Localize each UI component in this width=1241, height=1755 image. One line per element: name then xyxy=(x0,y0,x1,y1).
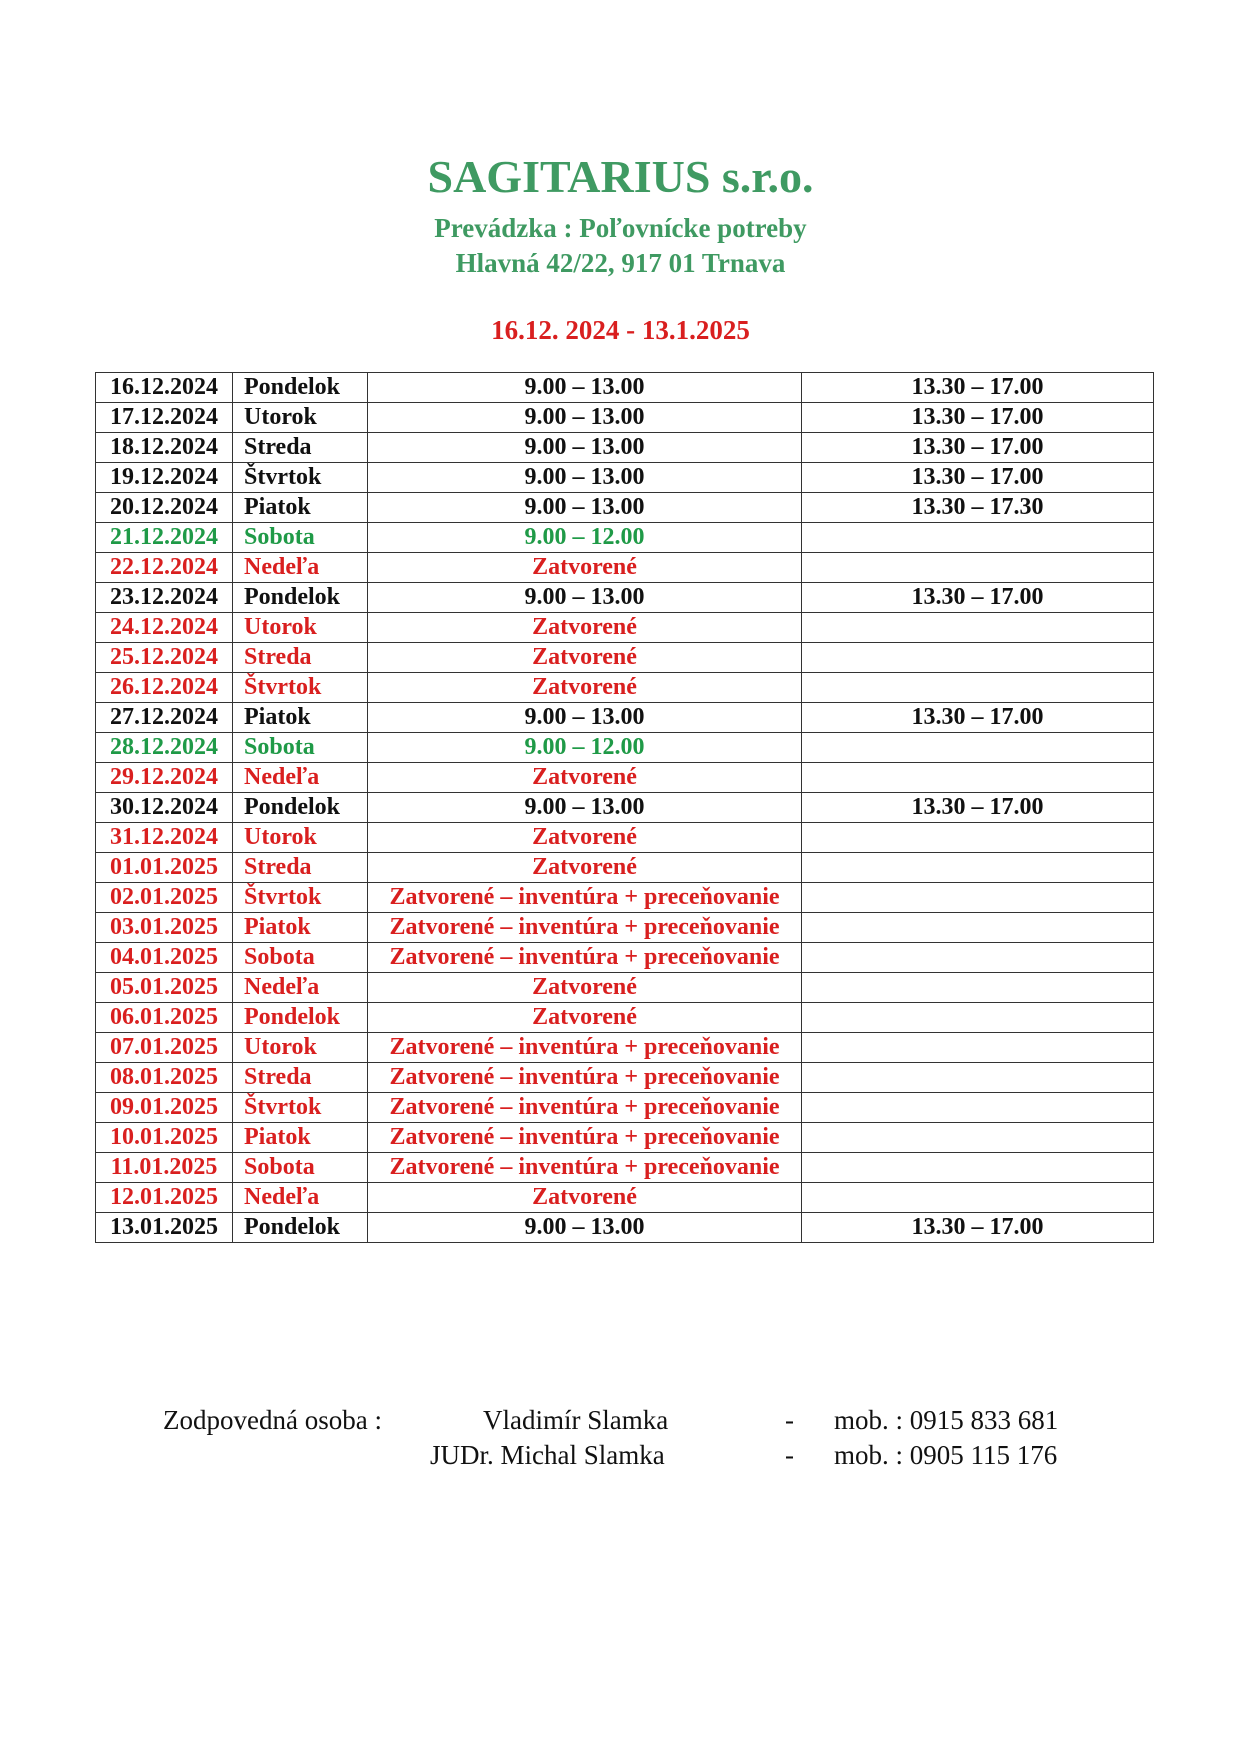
date-cell: 04.01.2025 xyxy=(96,943,233,973)
morning-hours-cell: 9.00 – 12.00 xyxy=(368,523,802,553)
table-row xyxy=(96,613,1154,643)
morning-hours-cell: Zatvorené xyxy=(368,823,802,853)
morning-hours-cell: 9.00 – 13.00 xyxy=(368,373,802,403)
day-cell: Štvrtok xyxy=(233,463,368,493)
afternoon-hours-cell: 13.30 – 17.00 xyxy=(802,403,1154,433)
morning-hours-cell: 9.00 – 13.00 xyxy=(368,1213,802,1243)
morning-hours-cell: Zatvorené – inventúra + preceňovanie xyxy=(368,1063,802,1093)
table-row xyxy=(96,733,1154,763)
day-cell: Nedeľa xyxy=(233,1183,368,1213)
date-cell: 20.12.2024 xyxy=(96,493,233,523)
table-row xyxy=(96,1183,1154,1213)
day-cell: Utorok xyxy=(233,403,368,433)
table-row xyxy=(96,523,1154,553)
table-row xyxy=(96,673,1154,703)
table-row xyxy=(96,883,1154,913)
day-cell: Nedeľa xyxy=(233,763,368,793)
contact-dash: - xyxy=(785,1405,794,1435)
table-row xyxy=(96,913,1154,943)
table-row xyxy=(96,433,1154,463)
date-cell: 25.12.2024 xyxy=(96,643,233,673)
date-cell: 17.12.2024 xyxy=(96,403,233,433)
morning-hours-cell: Zatvorené – inventúra + preceňovanie xyxy=(368,1123,802,1153)
day-cell: Piatok xyxy=(233,493,368,523)
afternoon-hours-cell xyxy=(802,1063,1154,1093)
day-cell: Utorok xyxy=(233,823,368,853)
day-cell: Streda xyxy=(233,643,368,673)
day-cell: Sobota xyxy=(233,523,368,553)
afternoon-hours-cell xyxy=(802,1183,1154,1213)
table-row xyxy=(96,493,1154,523)
morning-hours-cell: Zatvorené xyxy=(368,613,802,643)
table-row xyxy=(96,703,1154,733)
day-cell: Streda xyxy=(233,1063,368,1093)
table-row xyxy=(96,1123,1154,1153)
afternoon-hours-cell xyxy=(802,883,1154,913)
morning-hours-cell: Zatvorené – inventúra + preceňovanie xyxy=(368,1153,802,1183)
afternoon-hours-cell: 13.30 – 17.00 xyxy=(802,583,1154,613)
table-row xyxy=(96,973,1154,1003)
date-cell: 10.01.2025 xyxy=(96,1123,233,1153)
table-row xyxy=(96,463,1154,493)
afternoon-hours-cell xyxy=(802,1033,1154,1063)
day-cell: Streda xyxy=(233,433,368,463)
day-cell: Sobota xyxy=(233,943,368,973)
afternoon-hours-cell: 13.30 – 17.00 xyxy=(802,433,1154,463)
morning-hours-cell: Zatvorené xyxy=(368,1003,802,1033)
morning-hours-cell: 9.00 – 12.00 xyxy=(368,733,802,763)
date-cell: 09.01.2025 xyxy=(96,1093,233,1123)
morning-hours-cell: Zatvorené – inventúra + preceňovanie xyxy=(368,1093,802,1123)
store-address: Hlavná 42/22, 917 01 Trnava xyxy=(455,248,786,278)
table-row xyxy=(96,1093,1154,1123)
afternoon-hours-cell xyxy=(802,1123,1154,1153)
afternoon-hours-cell xyxy=(802,973,1154,1003)
date-cell: 13.01.2025 xyxy=(96,1213,233,1243)
afternoon-hours-cell xyxy=(802,853,1154,883)
contact-name: JUDr. Michal Slamka xyxy=(430,1440,665,1470)
afternoon-hours-cell: 13.30 – 17.30 xyxy=(802,493,1154,523)
afternoon-hours-cell xyxy=(802,553,1154,583)
afternoon-hours-cell xyxy=(802,523,1154,553)
contact-name: Vladimír Slamka xyxy=(483,1405,669,1435)
day-cell: Streda xyxy=(233,853,368,883)
afternoon-hours-cell xyxy=(802,1153,1154,1183)
afternoon-hours-cell: 13.30 – 17.00 xyxy=(802,373,1154,403)
opening-hours-table xyxy=(95,372,1154,1243)
morning-hours-cell: Zatvorené xyxy=(368,763,802,793)
morning-hours-cell: Zatvorené xyxy=(368,643,802,673)
day-cell: Nedeľa xyxy=(233,973,368,1003)
date-cell: 05.01.2025 xyxy=(96,973,233,1003)
day-cell: Piatok xyxy=(233,913,368,943)
contacts-label: Zodpovedná osoba : xyxy=(163,1405,382,1435)
afternoon-hours-cell: 13.30 – 17.00 xyxy=(802,703,1154,733)
date-cell: 28.12.2024 xyxy=(96,733,233,763)
contact-phone: mob. : 0905 115 176 xyxy=(834,1440,1058,1470)
day-cell: Štvrtok xyxy=(233,883,368,913)
table-row xyxy=(96,793,1154,823)
morning-hours-cell: Zatvorené – inventúra + preceňovanie xyxy=(368,913,802,943)
day-cell: Utorok xyxy=(233,1033,368,1063)
date-cell: 11.01.2025 xyxy=(96,1153,233,1183)
afternoon-hours-cell xyxy=(802,823,1154,853)
contact-dash: - xyxy=(785,1440,794,1470)
date-range: 16.12. 2024 - 13.1.2025 xyxy=(491,315,750,345)
table-row xyxy=(96,853,1154,883)
date-cell: 18.12.2024 xyxy=(96,433,233,463)
afternoon-hours-cell xyxy=(802,1003,1154,1033)
table-row xyxy=(96,1153,1154,1183)
afternoon-hours-cell xyxy=(802,763,1154,793)
day-cell: Piatok xyxy=(233,1123,368,1153)
table-row xyxy=(96,583,1154,613)
date-cell: 01.01.2025 xyxy=(96,853,233,883)
table-row xyxy=(96,1003,1154,1033)
morning-hours-cell: Zatvorené xyxy=(368,973,802,1003)
date-cell: 22.12.2024 xyxy=(96,553,233,583)
table-row xyxy=(96,763,1154,793)
morning-hours-cell: 9.00 – 13.00 xyxy=(368,463,802,493)
afternoon-hours-cell: 13.30 – 17.00 xyxy=(802,463,1154,493)
morning-hours-cell: Zatvorené – inventúra + preceňovanie xyxy=(368,1033,802,1063)
morning-hours-cell: Zatvorené xyxy=(368,853,802,883)
table-row xyxy=(96,1033,1154,1063)
table-row xyxy=(96,403,1154,433)
day-cell: Pondelok xyxy=(233,1213,368,1243)
day-cell: Pondelok xyxy=(233,373,368,403)
date-cell: 29.12.2024 xyxy=(96,763,233,793)
morning-hours-cell: Zatvorené xyxy=(368,553,802,583)
date-cell: 24.12.2024 xyxy=(96,613,233,643)
morning-hours-cell: Zatvorené xyxy=(368,1183,802,1213)
morning-hours-cell: 9.00 – 13.00 xyxy=(368,793,802,823)
date-cell: 26.12.2024 xyxy=(96,673,233,703)
date-cell: 08.01.2025 xyxy=(96,1063,233,1093)
afternoon-hours-cell xyxy=(802,673,1154,703)
day-cell: Pondelok xyxy=(233,583,368,613)
day-cell: Utorok xyxy=(233,613,368,643)
date-cell: 23.12.2024 xyxy=(96,583,233,613)
morning-hours-cell: 9.00 – 13.00 xyxy=(368,583,802,613)
date-cell: 27.12.2024 xyxy=(96,703,233,733)
morning-hours-cell: Zatvorené xyxy=(368,673,802,703)
morning-hours-cell: 9.00 – 13.00 xyxy=(368,703,802,733)
morning-hours-cell: 9.00 – 13.00 xyxy=(368,493,802,523)
table-row xyxy=(96,1063,1154,1093)
day-cell: Štvrtok xyxy=(233,1093,368,1123)
afternoon-hours-cell xyxy=(802,643,1154,673)
table-row xyxy=(96,553,1154,583)
morning-hours-cell: Zatvorené – inventúra + preceňovanie xyxy=(368,883,802,913)
table-row xyxy=(96,643,1154,673)
table-row xyxy=(96,823,1154,853)
afternoon-hours-cell xyxy=(802,943,1154,973)
afternoon-hours-cell xyxy=(802,613,1154,643)
date-cell: 03.01.2025 xyxy=(96,913,233,943)
date-cell: 21.12.2024 xyxy=(96,523,233,553)
afternoon-hours-cell: 13.30 – 17.00 xyxy=(802,1213,1154,1243)
afternoon-hours-cell xyxy=(802,733,1154,763)
date-cell: 02.01.2025 xyxy=(96,883,233,913)
day-cell: Nedeľa xyxy=(233,553,368,583)
store-name: Prevádzka : Poľovnícke potreby xyxy=(434,213,807,243)
day-cell: Pondelok xyxy=(233,793,368,823)
date-cell: 16.12.2024 xyxy=(96,373,233,403)
table-row xyxy=(96,943,1154,973)
day-cell: Štvrtok xyxy=(233,673,368,703)
afternoon-hours-cell xyxy=(802,1093,1154,1123)
afternoon-hours-cell xyxy=(802,913,1154,943)
morning-hours-cell: 9.00 – 13.00 xyxy=(368,433,802,463)
date-cell: 12.01.2025 xyxy=(96,1183,233,1213)
day-cell: Pondelok xyxy=(233,1003,368,1033)
contact-phone: mob. : 0915 833 681 xyxy=(834,1405,1059,1435)
afternoon-hours-cell: 13.30 – 17.00 xyxy=(802,793,1154,823)
date-cell: 19.12.2024 xyxy=(96,463,233,493)
date-cell: 31.12.2024 xyxy=(96,823,233,853)
date-cell: 30.12.2024 xyxy=(96,793,233,823)
table-row xyxy=(96,373,1154,403)
morning-hours-cell: 9.00 – 13.00 xyxy=(368,403,802,433)
date-cell: 06.01.2025 xyxy=(96,1003,233,1033)
day-cell: Piatok xyxy=(233,703,368,733)
day-cell: Sobota xyxy=(233,733,368,763)
company-title: SAGITARIUS s.r.o. xyxy=(427,151,814,202)
table-row xyxy=(96,1213,1154,1243)
day-cell: Sobota xyxy=(233,1153,368,1183)
date-cell: 07.01.2025 xyxy=(96,1033,233,1063)
morning-hours-cell: Zatvorené – inventúra + preceňovanie xyxy=(368,943,802,973)
